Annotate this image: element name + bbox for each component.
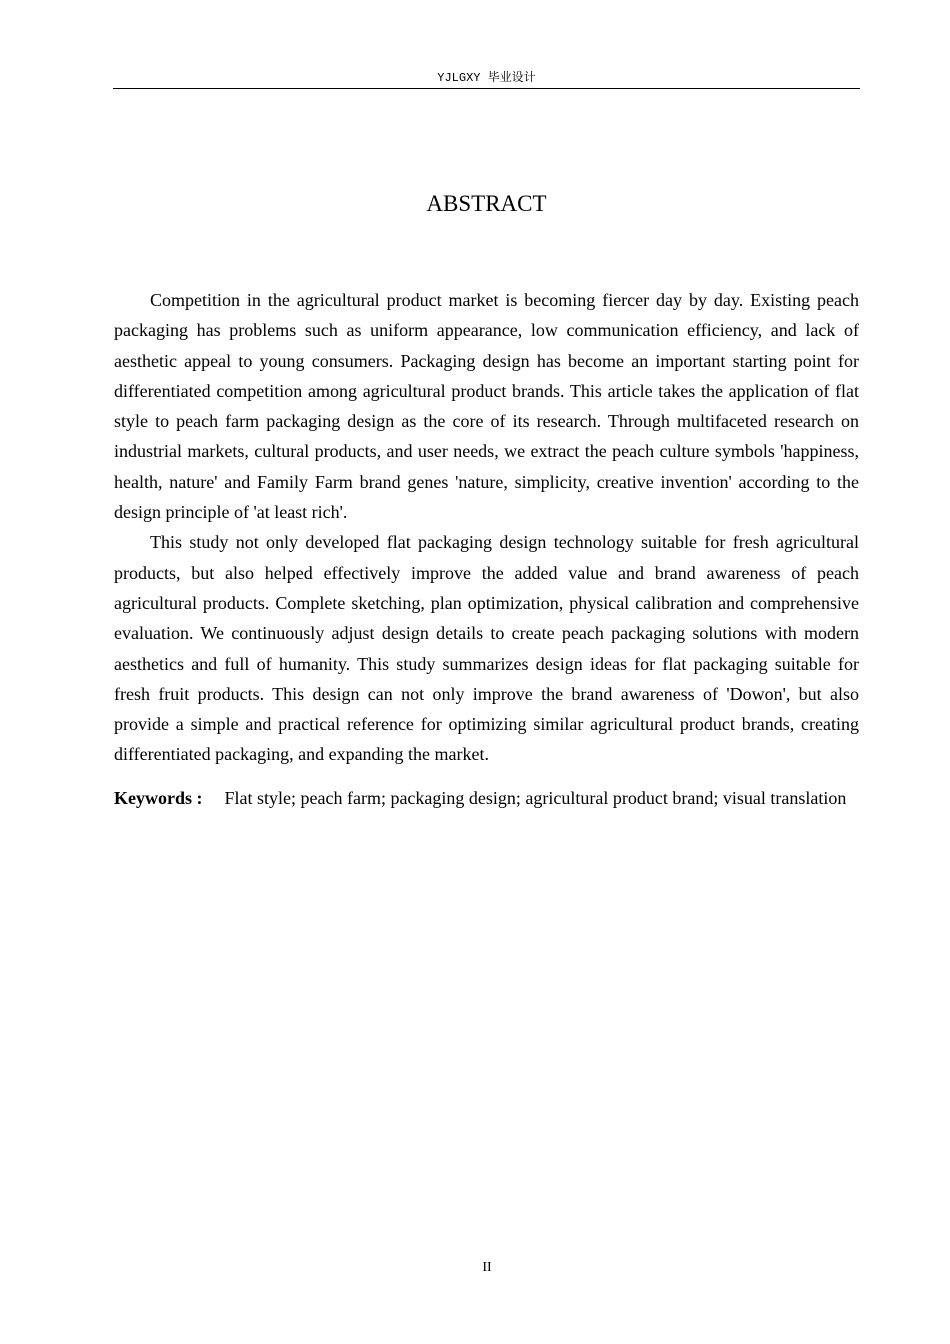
abstract-paragraph: This study not only developed flat packaging design technology suitable for fresh agricultural products, but also helped effectively improve the added value and brand awareness of peach agricultural products. Complete sketching, plan optimization, physical calibration and comprehensive evaluation. We continuously adjust design details to create peach packaging solutions with modern aesthetics and full of humanity. This study summarizes design ideas for flat packaging suitable for fresh fruit products. This design can not only improve the brand awareness of 'Dowon', but also provide a simple and practical reference for optimizing similar agricultural product brands, creating differentiated packaging, and expanding the market.	[114, 532, 859, 765]
keywords-text: Flat style; peach farm; packaging design; agricultural product brand; visual translation	[224, 788, 847, 808]
abstract-body	[114, 285, 859, 770]
page-title: ABSTRACT	[426, 191, 547, 216]
page-number: II	[482, 1260, 492, 1275]
abstract-paragraph: Competition in the agricultural product market is becoming fiercer day by day. Existing peach packaging has problems such as uniform appearance, low communication efficiency, and lack of aesthetic appeal to young consumers. Packaging design has become an important starting point for differentiated competition among agricultural product brands. This article takes the application of flat style to peach farm packaging design as the core of its research. Through multifaceted research on industrial markets, cultural products, and user needs, we extract the peach culture symbols 'happiness, health, nature' and Family Farm brand genes 'nature, simplicity, creative invention' according to the design principle of 'at least rich'.	[114, 290, 859, 523]
page-header	[113, 68, 860, 89]
keywords-label: Keywords :	[114, 788, 203, 808]
keywords-section	[114, 784, 859, 813]
header-text: YJLGXY 毕业设计	[437, 71, 536, 85]
